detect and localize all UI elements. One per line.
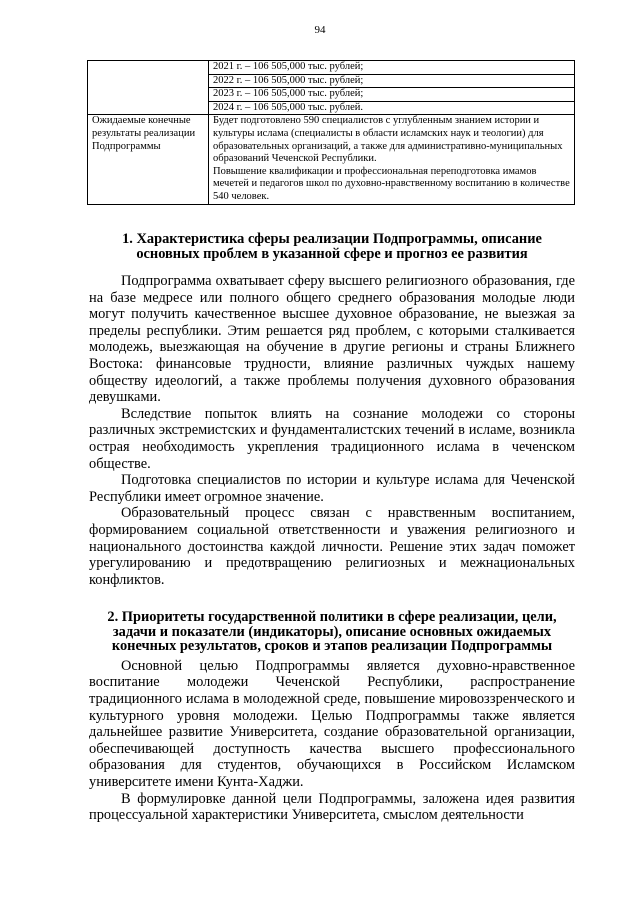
results-text: Повышение квалификации и профессиональная переподготовка имамов мечетей и педагогов школ по духовно-нравственному воспитанию в количестве 540 человек. [213,165,570,202]
amount-line: 2021 г. – 106 505,000 тыс. рублей; [209,61,574,75]
results-text: Будет подготовлено 590 специалистов с углубленным знанием истории и культуры ислама (специалисты в области исламских наук и теологии) для образовательных организаций, а также для административно-муниципальных образований Чеченской Республики. [213,115,563,165]
amount-line: 2024 г. – 106 505,000 тыс. рублей. [213,101,363,113]
paragraph: Вследствие попыток влиять на сознание молодежи со стороны различных экстремистских и фундаменталистских течений в исламе, возникла острая необходимость укрепления традиционного ислама в чеченском обществе. [89,405,575,472]
amounts-cell [209,61,575,115]
paragraph: Подготовка специалистов по истории и культуре ислама для Чеченской Республики имеет огромное значение. [89,472,575,505]
results-label: Ожидаемые конечные результаты реализации Подпрограммы [88,115,209,204]
section-heading: 2. Приоритеты государственной политики в сфере реализации, цели, задачи и показатели (индикаторы), описание основных ожидаемых конечных результатов, сроков и этапов реализации Подпрограммы [107,609,557,655]
table-row [88,115,575,204]
paragraph: Подпрограмма охватывает сферу высшего религиозного образования, где на базе медресе или полного общего среднего образования молодые люди могут получить качественное высшее духовное образование, не выезжая за пределы республики. Этим решается ряд проблем, с которыми сталкивается молодежь, выезжающая на обучение в другие регионы и страны Ближнего Востока: финансовые трудности, влияние различных чуждых нашему обществу идеологий, а также проблемы получения духовного образования девушками. [89,273,575,406]
table-row [88,61,575,115]
paragraph: Основной целью Подпрограммы является духовно-нравственное воспитание молодежи Чеченской Республики, распространение традиционного ислама в молодежной среде, повышение мировоззренческого и культурного уровня молодежи. Целью Подпрограммы также является дальнейшее развитие Университета, создание образовательной организации, обеспечивающей доступность качества высшего профессионального образования для студентов, обучающихся в Российском Исламском университете имени Кунта-Хаджи. [89,657,575,790]
funding-table [87,60,575,205]
amount-line: 2022 г. – 106 505,000 тыс. рублей; [209,75,574,89]
results-cell [209,115,575,204]
section-heading: 1. Характеристика сферы реализации Подпрограммы, описание основных проблем в указанной сфере и прогноз ее развития [122,231,542,262]
table-cell-empty [88,61,209,115]
document-body [89,232,575,824]
paragraph: В формулировке данной цели Подпрограммы, заложена идея развития процессуальной характеристики Университета, смыслом деятельности [89,790,575,824]
page-number: 94 [314,24,326,36]
amount-line: 2023 г. – 106 505,000 тыс. рублей; [209,88,574,102]
paragraph: Образовательный процесс связан с нравственным воспитанием, формированием социальной ответственности и уважения религиозного и национального достоинства каждой личности. Решение этих задач поможет урегулированию и предотвращению религиозных и межнациональных конфликтов. [89,505,575,588]
